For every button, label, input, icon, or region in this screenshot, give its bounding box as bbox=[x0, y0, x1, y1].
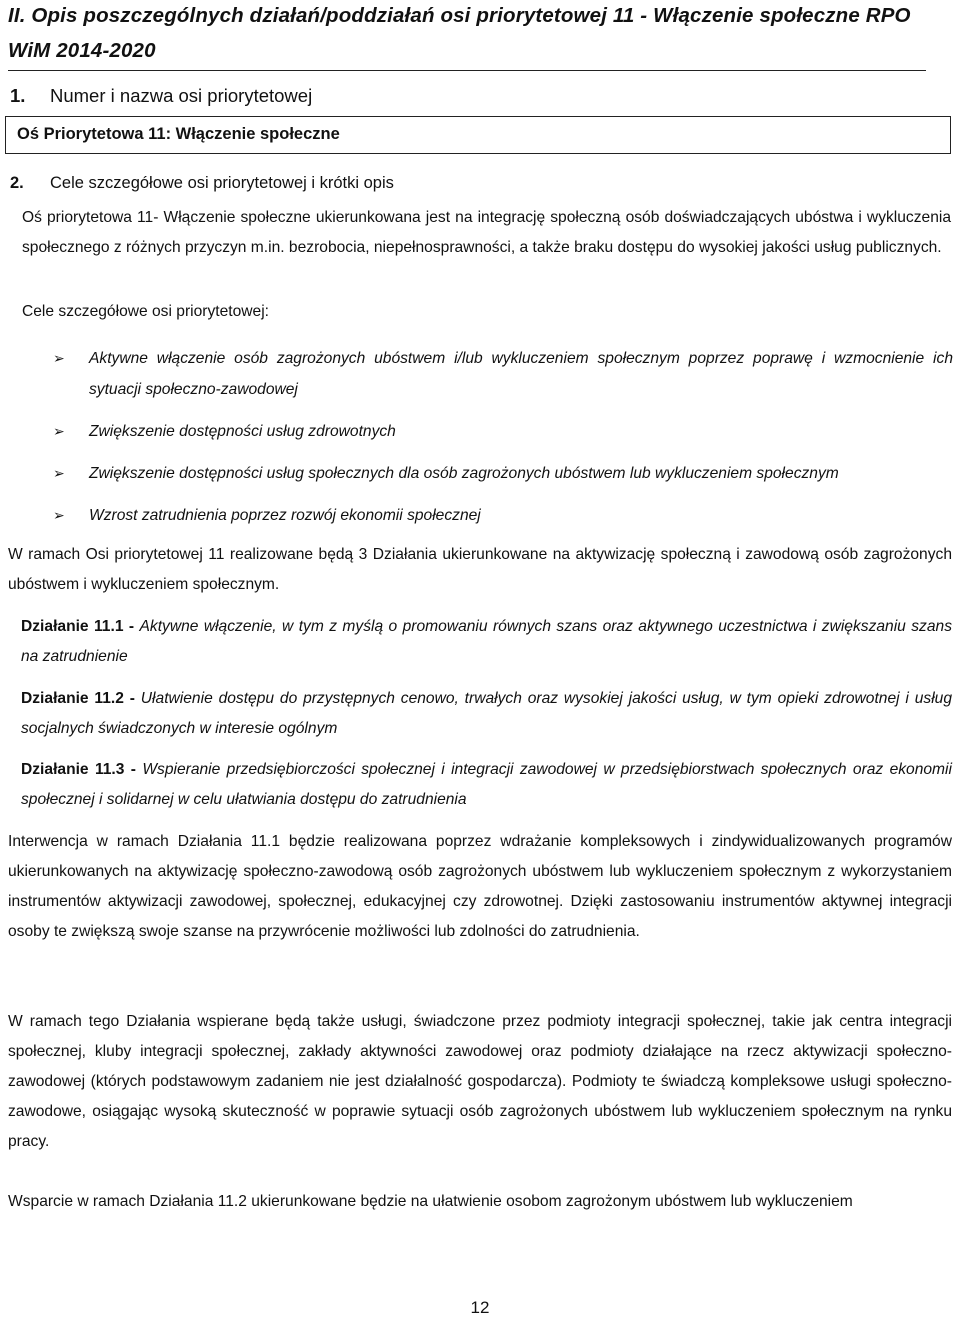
goal-item bbox=[53, 500, 953, 531]
goal-text: Aktywne włączenie osób zagrożonych ubóstwem i/lub wykluczeniem społecznym poprzez poprawę i wzmocnienie ich sytuacji społeczno-zawodowej bbox=[89, 350, 953, 398]
action-label: Działanie 11.2 - bbox=[21, 690, 135, 707]
actions-intro-paragraph: W ramach Osi priorytetowej 11 realizowane będą 3 Działania ukierunkowane na aktywizację społeczną i zawodową osób zagrożonych ubóstwem i wykluczeniem społecznym. bbox=[8, 546, 952, 593]
title-underline bbox=[8, 70, 926, 71]
arrow-bullet-icon: ➢ bbox=[53, 350, 65, 366]
page-number: 12 bbox=[470, 1298, 490, 1317]
intervention-paragraph: Interwencja w ramach Działania 11.1 będzie realizowana poprzez wdrażanie kompleksowych i zindywidualizowanych programów ukierunkowanych na aktywizację społeczno-zawodową osób zagrożonych ubóstwem lub wykluczeniem społecznym z wykorzystaniem instrumentów aktywizacji zawodowej, społecznej, edukacyjnej czy zdrowotnej. Dzięki zastosowaniu instrumentów aktywnej integracji osoby te zwiększą swoje szanse na przywrócenie możliwości lub zdolności do zatrudnienia. bbox=[8, 833, 952, 940]
arrow-bullet-icon: ➢ bbox=[53, 465, 65, 481]
axis-name-box bbox=[5, 116, 951, 154]
section-2-title: Cele szczegółowe osi priorytetowej i krótki opis bbox=[50, 174, 394, 192]
goals-list bbox=[53, 343, 953, 542]
goal-item bbox=[53, 416, 953, 447]
section-2-heading bbox=[10, 172, 394, 194]
section-2-number: 2. bbox=[10, 174, 24, 192]
action-description: Ułatwienie dostępu do przystępnych cenowo, trwałych oraz wysokiej jakości usług, w tym opieki zdrowotnej i usług socjalnych świadczonych w interesie ogólnym bbox=[21, 690, 953, 737]
support-11-2-paragraph: Wsparcie w ramach Działania 11.2 ukierunkowane będzie na ułatwienie osobom zagrożonym ubóstwem lub wykluczeniem bbox=[8, 1193, 853, 1210]
action-11-1 bbox=[21, 612, 952, 672]
axis-description-lead: Oś priorytetowa 11- Włączenie społeczne bbox=[22, 209, 311, 226]
goal-text: Zwiększenie dostępności usług społecznych dla osób zagrożonych ubóstwem lub wykluczeniem społecznym bbox=[89, 465, 839, 482]
axis-name: Oś Priorytetowa 11: Włączenie społeczne bbox=[17, 125, 340, 143]
arrow-bullet-icon: ➢ bbox=[53, 507, 65, 523]
action-label: Działanie 11.1 - bbox=[21, 618, 135, 635]
axis-description-body: ukierunkowana jest na integrację społeczną osób doświadczających ubóstwa i wykluczenia społecznego z różnych przyczyn m.in. bezrobocia, niepełnosprawności, a także braku dostępu do wysokiej jakości usług publicznych. bbox=[22, 209, 951, 256]
support-services-paragraph: W ramach tego Działania wspierane będą także usługi, świadczone przez podmioty integracji społecznej, takie jak centra integracji społecznej, kluby integracji społecznej, zakłady aktywności zawodowej oraz podmioty działające na rzecz aktywizacji społeczno-zawodowej (których podstawowym zadaniem nie jest działalność gospodarcza). Podmioty te świadczą kompleksowe usługi społeczno-zawodowe, osiągając wysoką skuteczność w poprawie sytuacji osób zagrożonych ubóstwem lub wykluczeniem społecznym na rynku pracy. bbox=[8, 1013, 952, 1150]
action-label: Działanie 11.3 - bbox=[21, 761, 136, 778]
action-11-2 bbox=[21, 684, 952, 744]
goal-text: Zwiększenie dostępności usług zdrowotnych bbox=[89, 423, 396, 440]
section-1-title: Numer i nazwa osi priorytetowej bbox=[50, 85, 313, 106]
goal-item bbox=[53, 458, 953, 489]
goal-text: Wzrost zatrudnienia poprzez rozwój ekonomii społecznej bbox=[89, 507, 481, 524]
axis-description bbox=[22, 203, 951, 263]
action-description: Wspieranie przedsiębiorczości społecznej i integracji zawodowej w przedsiębiorstwach społecznych oraz ekonomii społecznej i solidarnej w celu ułatwiania dostępu do zatrudnienia bbox=[21, 761, 952, 808]
goal-item bbox=[53, 343, 953, 405]
section-1-heading bbox=[10, 84, 312, 108]
arrow-bullet-icon: ➢ bbox=[53, 423, 65, 439]
action-11-3 bbox=[21, 755, 952, 815]
document-title: II. Opis poszczególnych działań/poddziałań osi priorytetowej 11 - Włączenie społeczne RPO WiM 2014-2020 bbox=[8, 4, 911, 62]
section-1-number: 1. bbox=[10, 85, 26, 106]
action-description: Aktywne włączenie, w tym z myślą o promowaniu równych szans oraz aktywnego uczestnictwa i zwiększaniu szans na zatrudnienie bbox=[21, 618, 952, 665]
goals-label: Cele szczegółowe osi priorytetowej: bbox=[22, 303, 270, 320]
